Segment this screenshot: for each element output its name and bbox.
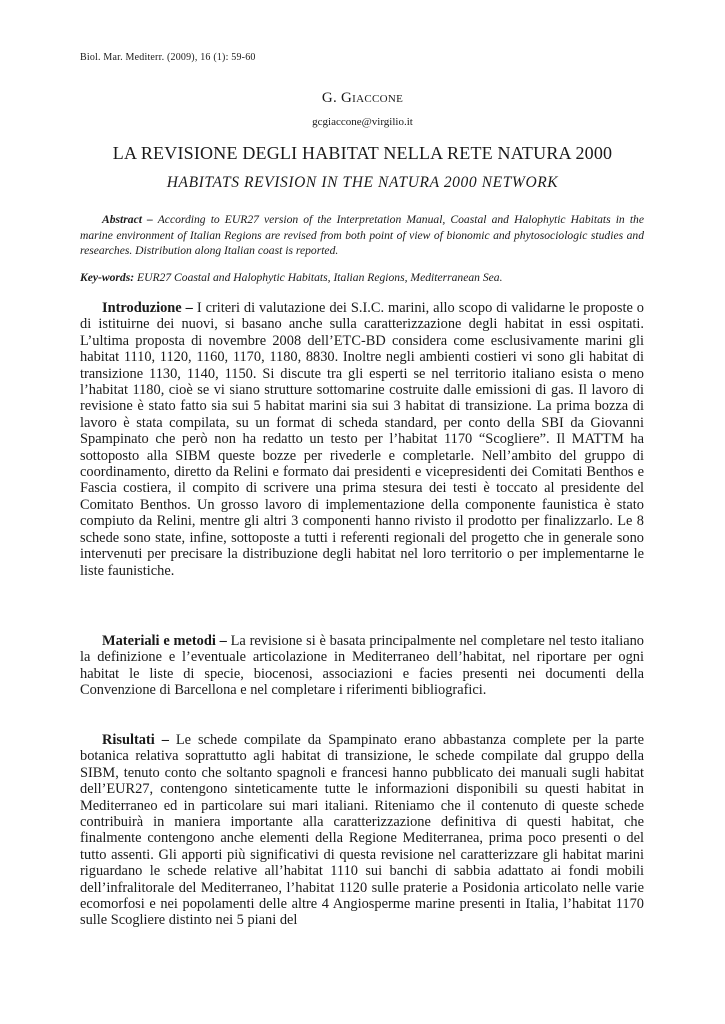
section-heading: Risultati –	[102, 732, 169, 748]
abstract-label: Abstract –	[102, 213, 153, 226]
abstract-text: According to EUR27 version of the Interpretation Manual, Coastal and Halophytic Habitats in the marine environment of Italian Regions are revised from both point of view of bionomic and phytosociologic studies and researches. Distribution along Italian coast is reported.	[80, 213, 644, 257]
section-text: La revisione si è basata principalmente nel completare nel testo italiano la definizione e l’eventuale articolazione in Mediterraneo dell’habitat, nel riportare per ogni habitat le liste di specie, biocenosi, associazioni e facies presenti nei documenti della Convenzione di Barcellona e nel completare i riferimenti bibliografici.	[80, 633, 645, 699]
abstract	[80, 212, 644, 259]
section-introduzione	[80, 300, 644, 579]
keywords-label: Key-words:	[80, 271, 135, 284]
author-email[interactable]: gcgiaccone@virgilio.it	[312, 116, 413, 128]
section-text: Le schede compilate da Spampinato erano abbastanza complete per la parte botanica relativa soprattutto agli habitat di transizione, le schede compilate dal gruppo della SIBM, tenuto conto che soltanto spagnoli e francesi hanno pubblicato dei manuali sugli habitat dell’EUR27, contengono sinteticamente tutte le informazioni disponibili su questi habitat in Mediterraneo ed in particolare sui mari italiani. Riteniamo che il contenuto di queste schede contribuirà in maniera importante alla caratterizzazione definitiva di questi habitat, che finalmente contengono anche elementi della Regione Mediterranea, prima poco presenti o del tutto assenti. Gli apporti più significativi di questa revisione nel caratterizzare gli habitat marini riguardano le schede relative all’habitat 1110 sui banchi di sabbia adattato ai fondi mobili dell’infralitorale del Mediterraneo, l’habitat 1120 sulle praterie a Posidonia articolato nelle varie ecomorfosi e nei popolamenti delle altre 4 Angiosperme marine presenti in Italia, l’habitat 1170 sulle Scogliere distinto nei 5 piani del	[80, 732, 644, 929]
section-heading: Introduzione –	[102, 300, 193, 316]
author-name: G. Giaccone	[321, 90, 404, 106]
paper-subtitle: HABITATS REVISION IN THE NATURA 2000 NETWORK	[166, 174, 559, 191]
keywords-text: EUR27 Coastal and Halophytic Habitats, Italian Regions, Mediterranean Sea.	[134, 271, 503, 284]
section-heading: Materiali e metodi –	[102, 633, 227, 649]
keywords	[80, 270, 644, 286]
section-materiali-e-metodi	[80, 633, 644, 699]
section-risultati	[80, 732, 644, 929]
section-text: I criteri di valutazione dei S.I.C. marini, allo scopo di validarne le proposte o di istituirne dei nuovi, si basano anche sulla caratterizzazione degli habitat in essi ospitati. L’ultima proposta di novembre 2008 dell’ETC-BD considera come esclusivamente marini gli habitat 1110, 1120, 1160, 1170, 1180, 8830. Inoltre negli ambienti costieri vi sono gli habitat di transizione 1130, 1140, 1150. Si discute tra gli esperti se nel territorio italiano esista o meno l’habitat 1180, cioè se vi siano strutture sottomarine costruite dalle emissioni di gas. Il lavoro di revisione è stato fatto sia sui 5 habitat marini sia sui 3 habitat di transizione. La prima bozza di lavoro è stata compilata, su un format di scheda standard, per conto della SBI da Giovanni Spampinato che però non ha redatto un testo per l’habitat 1170 “Scogliere”. Il MATTM ha sottoposto alla SIBM queste bozze per rivederle e completarle. Nell’ambito del gruppo di coordinamento, diretto da Relini e formato dai presidenti e vicepresidenti dei Comitati Benthos e Fascia costiera, il compito di scrivere una prima stesura dei testi è toccato al presidente del Comitato Benthos. Un grosso lavoro di implementazione della componente faunistica è stato compiuto da Relini, mentre gli altri 3 componenti hanno rivisto il prodotto per finalizzarlo. Le 8 schede sono state, infine, sottoposte a tutti i referenti regionali del progetto che in generale sono intervenuti per precisare la distribuzione degli habitat nel loro territorio o per implementarne le liste faunistiche.	[80, 300, 644, 579]
paper-title: LA REVISIONE DEGLI HABITAT NELLA RETE NATURA 2000	[112, 143, 613, 163]
journal-citation: Biol. Mar. Mediterr. (2009), 16 (1): 59-60	[80, 52, 256, 63]
